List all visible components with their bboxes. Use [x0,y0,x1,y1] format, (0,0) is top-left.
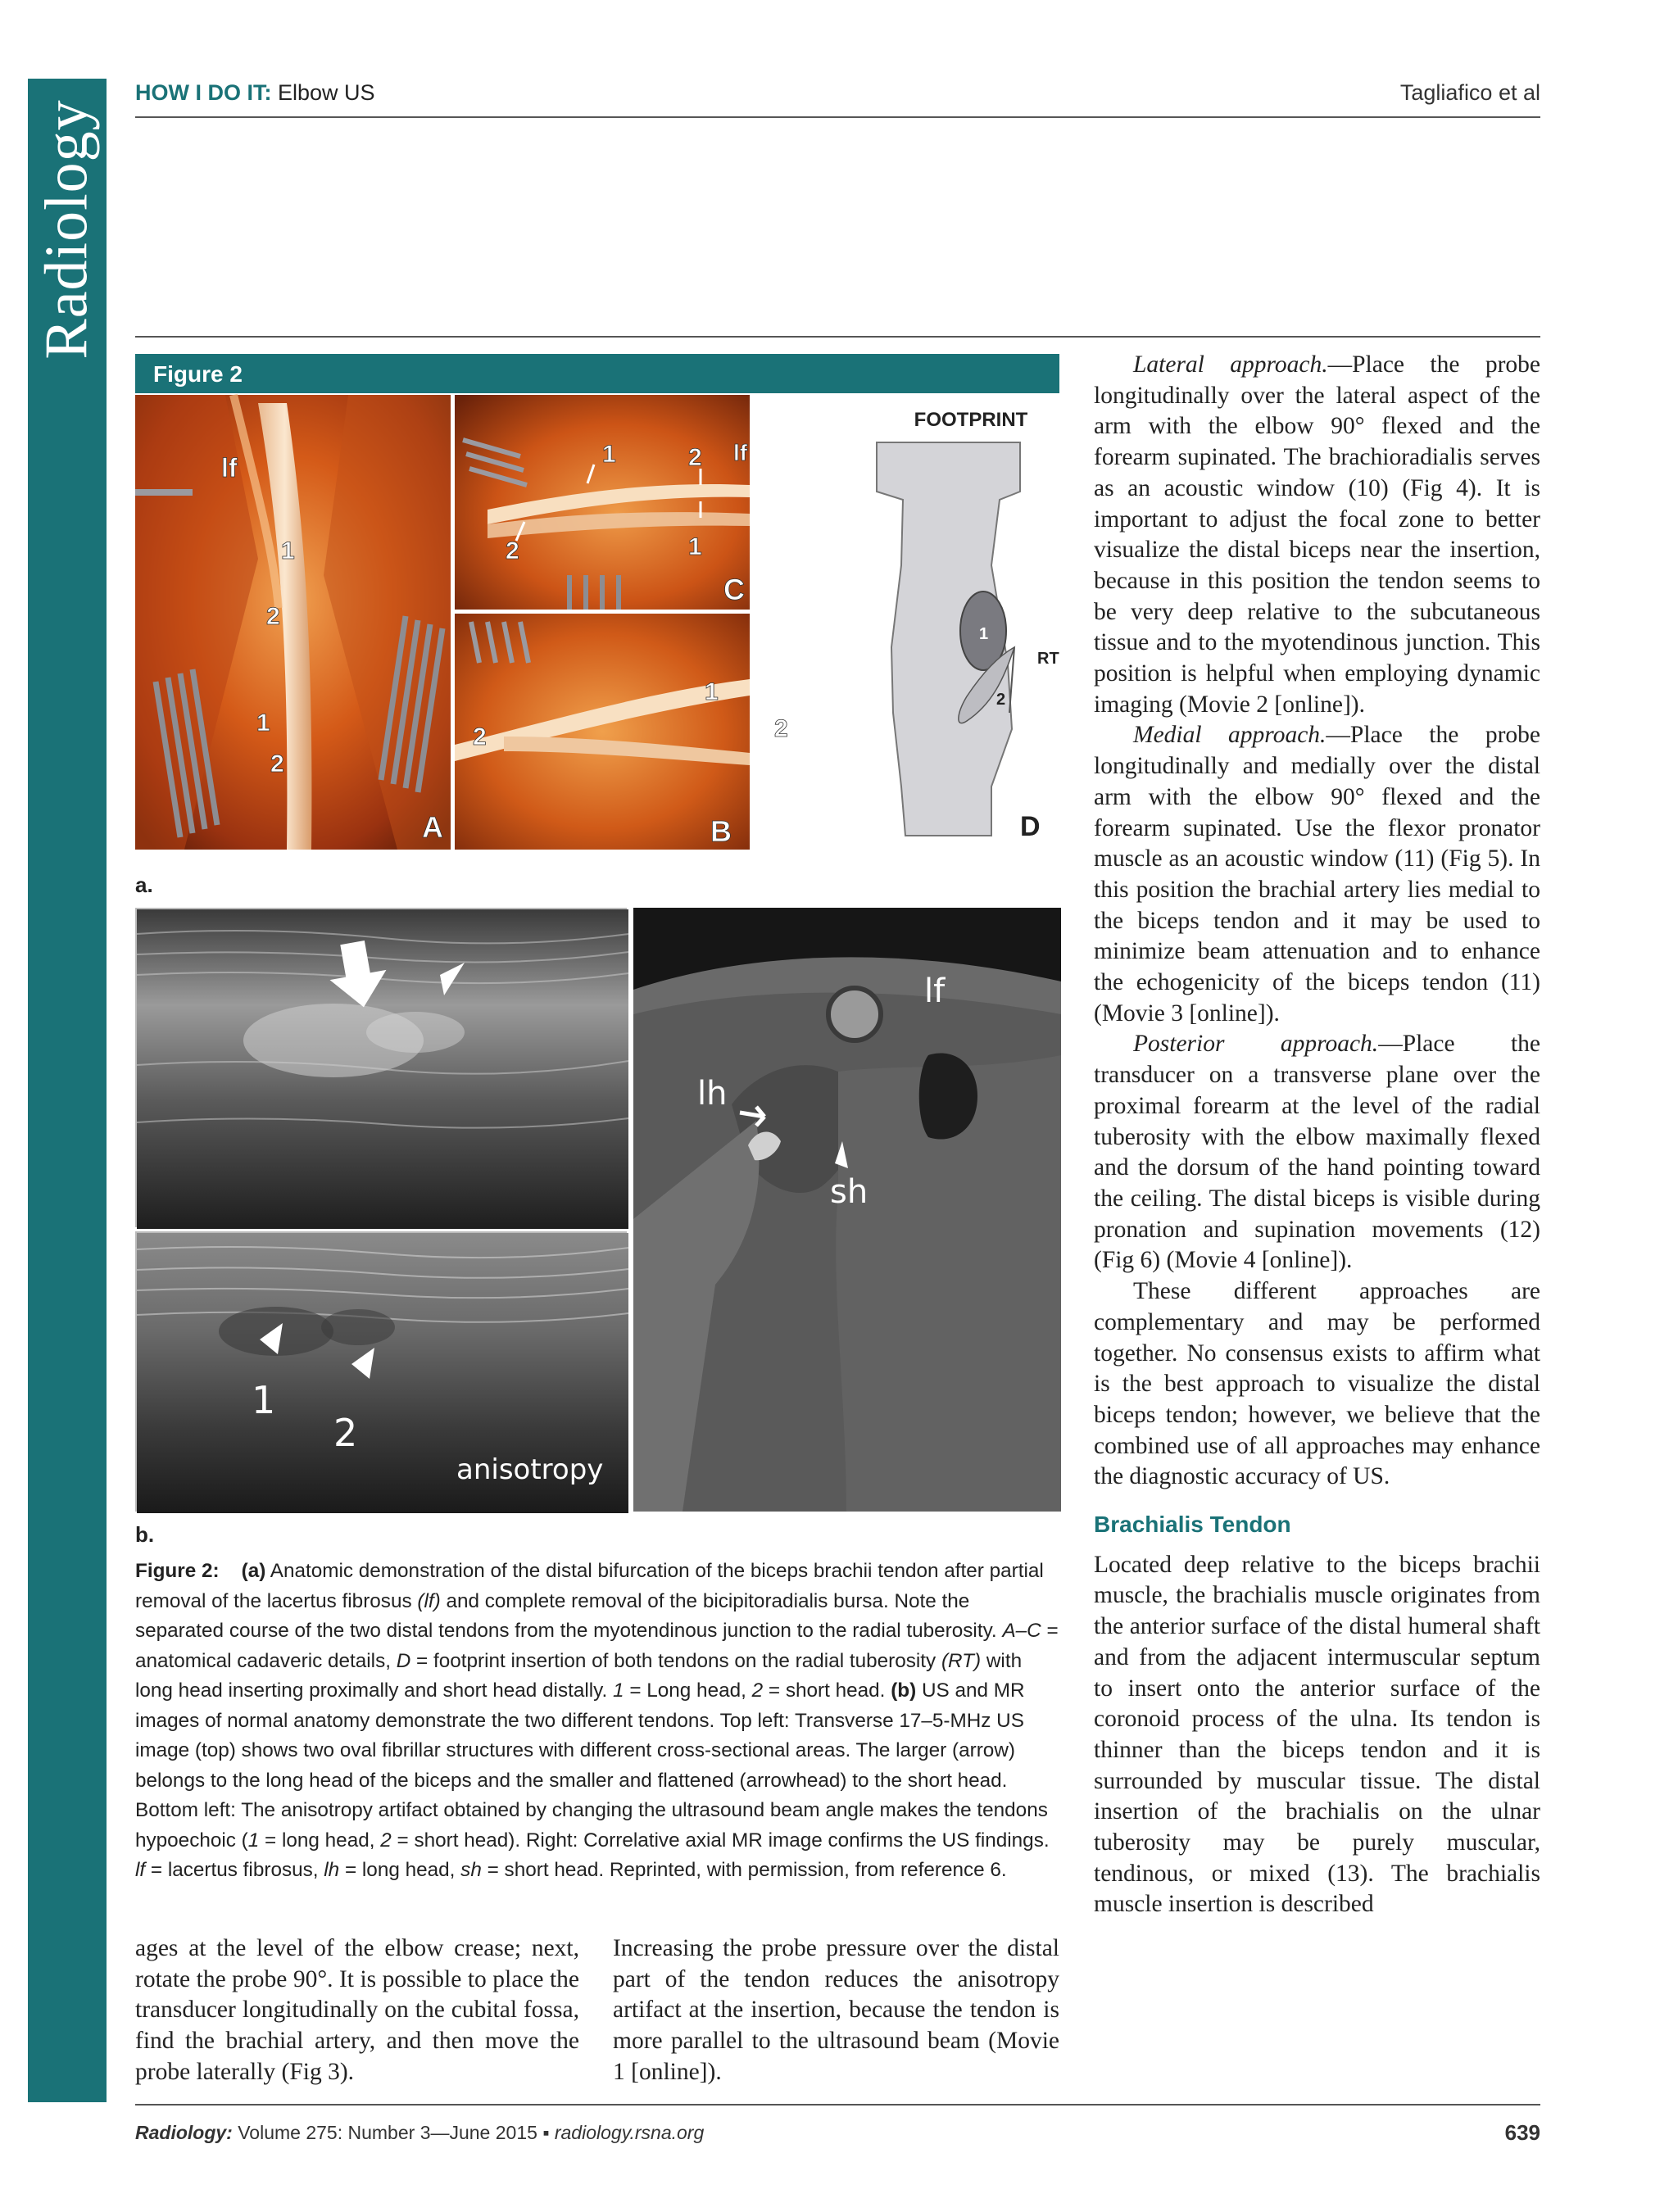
caption-b-text: US and MR images of normal anatomy demonstrate the two different tendons. Top left: Transverse 17–5-MHz US image (top) shows two oval fibrillar structures with different cross-sectional areas. The larger (arrow) belongs to the long head of the biceps and the smaller and flattened (arrowhead) to the short head. Bottom left: The anisotropy artifact obtained by changing the ultrasound beam angle makes the tendons hypoechoic ( [135,1679,1048,1852]
panel-b-label: b. [135,1522,155,1547]
mr-label-lh: lh [697,1075,728,1113]
section-label: HOW I DO IT: [135,80,272,105]
cadaver-b-letter: B [710,814,732,848]
mr-axial-image [633,908,1061,1512]
running-header [135,77,1540,118]
mr-label-lf: lf [924,972,946,1010]
caption-lead: Figure 2: [135,1560,220,1582]
footer-rule [135,2104,1540,2105]
caption-b-tag: (b) [891,1679,917,1702]
caption-a-text: Anatomic demonstration of the distal bifurcation of the biceps brachii tendon after partial removal of the lacertus fibrosus [135,1560,1044,1612]
cadaver-a-letter: A [422,810,443,844]
cadaver-c-label: 2 [688,444,702,471]
caption-ac-abbr: A–C [1002,1620,1041,1642]
caption-a-tag: (a) [241,1560,266,1582]
caption-lf-abbr: (lf) [417,1589,441,1612]
body-column-2 [613,1933,1059,2088]
caption-b-lf: lf [135,1859,146,1881]
cadaver-b-label: 1 [705,678,719,705]
ultrasound-image-top [135,908,627,1227]
body-paragraph: Increasing the probe pressure over the distal part of the tendon reduces the anisotropy artifact at the insertion, because the tendon is more parallel to the ultrasound beam (Movie 1 [online]). [613,1935,1059,2085]
medial-approach-paragraph [1094,720,1540,1029]
page-footer [135,2122,1540,2144]
posterior-approach-paragraph [1094,1029,1540,1276]
caption-b-text5: = long head, [344,1859,456,1881]
footprint-letter: D [1020,811,1041,842]
caption-b-text2: = long head, [265,1829,375,1852]
lateral-approach-lead: Lateral approach. [1133,351,1328,378]
cadaver-c-letter: C [723,573,745,606]
caption-rt-abbr: (RT) [941,1649,982,1672]
section-heading: Brachialis Tendon [1094,1512,1291,1538]
medial-approach-text: —Place the probe longitudinally and medially over the distal arm with the elbow 90° flexed and the forearm supinated. Use the flexor pronator muscle as an acoustic window (11) (Fig 5). In this position the brachial artery lies medial to the biceps tendon and it may be used to minimize beam attenuation and to enhance the echogenicity of the biceps tendon (11) (Movie 3 [online]). [1094,722,1541,1027]
caption-a-text3: = anatomical cadaveric details, [135,1620,1059,1672]
ultrasound-image-bottom [135,1231,627,1512]
journal-side-label: Radiology [33,99,101,360]
topic-label: Elbow US [278,80,375,105]
cadaver-a-label: 2 [266,603,280,630]
us-bottom-label: 1 [252,1378,276,1422]
body-column-3 [1094,350,1540,1920]
cadaver-b-label: 2 [473,723,487,750]
lateral-approach-paragraph [1094,350,1540,720]
lateral-approach-text: —Place the probe longitudinally over the lateral aspect of the arm with the elbow 90° flexed and the forearm supinated. The brachioradialis serves as an acoustic window (10) (Fig 4). It is important to adjust the focal zone to better visualize the distal biceps near the insertion, because in this position the tendon seems to be very deep relative to the subcutaneous tissue and to the myotendinous junction. This position is helpful when employing dynamic imaging (Movie 2 [online]). [1094,351,1540,718]
caption-b-one: 1 [247,1829,260,1852]
footer-journal: Radiology: [135,2122,233,2143]
authors-label: Tagliafico et al [1399,80,1540,105]
cadaver-a-label: 1 [281,537,295,564]
caption-a-text6: = Long head, [629,1679,746,1702]
cadaver-photo-b [455,614,788,850]
cadaver-b-label: 2 [774,715,788,742]
page-number: 639 [1504,2120,1540,2145]
figure-banner: Figure 2 [135,354,1059,393]
body-paragraph: ages at the level of the elbow crease; next, rotate the probe 90°. It is possible to place the transducer longitudinally on the cubital fossa, find the brachial artery, and then move the probe laterally (Fig 3). [135,1935,579,2085]
caption-b-text6: = short head. Reprinted, with permission, from reference 6. [487,1859,1007,1881]
footprint-diagram-d [868,401,1065,848]
posterior-approach-text: —Place the transducer on a transverse plane over the proximal forearm at the level of the radial tuberosity with the elbow maximally flexed and the dorsum of the hand pointing toward the ceiling. The distal biceps is visible during pronation and supination movements (12) (Fig 6) (Movie 4 [online]). [1094,1031,1540,1274]
footprint-label: 2 [996,691,1006,709]
brachialis-paragraph: Located deep relative to the biceps brachii muscle, the brachialis muscle originates from the anterior surface of the distal humeral shaft and from the adjacent intermuscular septum to insert onto the anterior surface of the coronoid process of the ulna. Its tendon is thinner than the biceps tendon and it is surrounded by muscular tissue. The distal insertion of the brachialis on the ulnar tuberosity may be purely muscular, tendinous, or mixed (13). The brachialis muscle insertion is described [1094,1551,1540,1918]
cadaver-c-label: 1 [602,441,616,468]
caption-b-lh: lh [324,1859,340,1881]
caption-one: 1 [613,1679,624,1702]
journal-side-band [28,79,107,2102]
caption-b-two: 2 [380,1829,392,1852]
mr-label-sh: sh [830,1173,868,1211]
anisotropy-note: anisotropy [456,1453,604,1486]
cadaver-c-label: 1 [688,533,702,560]
cadaver-a-label: 2 [270,750,284,777]
caption-d-abbr: D [396,1649,411,1672]
caption-two: 2 [751,1679,764,1702]
medial-approach-lead: Medial approach. [1133,722,1327,749]
caption-b-text4: = lacertus fibrosus, [150,1859,319,1881]
top-rule [135,336,1540,338]
footer-issue: Volume 275: Number 3—June 2015 [238,2122,537,2143]
cadaver-a-label: 1 [256,709,270,737]
footprint-title: FOOTPRINT [914,409,1028,431]
footer-bullet: ▪ [542,2122,550,2143]
caption-a-text2: and complete removal of the bicipitoradialis bursa. Note the separated course of the two distal tendons from the myotendinous junction to the radial tuberosity. [135,1589,997,1642]
cadaver-photo-a [135,395,451,850]
footprint-label: 1 [979,625,989,643]
caption-b-sh: sh [460,1859,482,1881]
posterior-approach-lead: Posterior approach. [1133,1031,1379,1058]
figure-caption [135,1557,1061,1886]
panel-a-label: a. [135,873,153,897]
cadaver-c-label: 2 [506,537,519,564]
caption-a-text7: = short head. [768,1679,886,1702]
running-header-left [135,80,375,106]
cadaver-photo-c [455,395,750,610]
caption-a-text5: with long head inserting proximally and short head distally. [135,1649,1023,1702]
footprint-label: RT [1037,650,1059,668]
footer-site: radiology.rsna.org [554,2122,705,2143]
us-bottom-label: 2 [333,1411,358,1455]
approaches-paragraph: These different approaches are complementary and may be performed together. No consensus exists to affirm what is the best approach to visualize the distal biceps tendon; however, we believe that the combined use of all approaches may enhance the diagnostic accuracy of US. [1094,1278,1540,1490]
cadaver-c-label: lf [733,440,748,465]
body-column-1 [135,1933,579,2088]
caption-b-text3: = short head). Right: Correlative axial MR image confirms the US findings. [397,1829,1050,1852]
cadaver-a-label: lf [221,453,238,483]
caption-a-text4: = footprint insertion of both tendons on the radial tuberosity [416,1649,937,1672]
